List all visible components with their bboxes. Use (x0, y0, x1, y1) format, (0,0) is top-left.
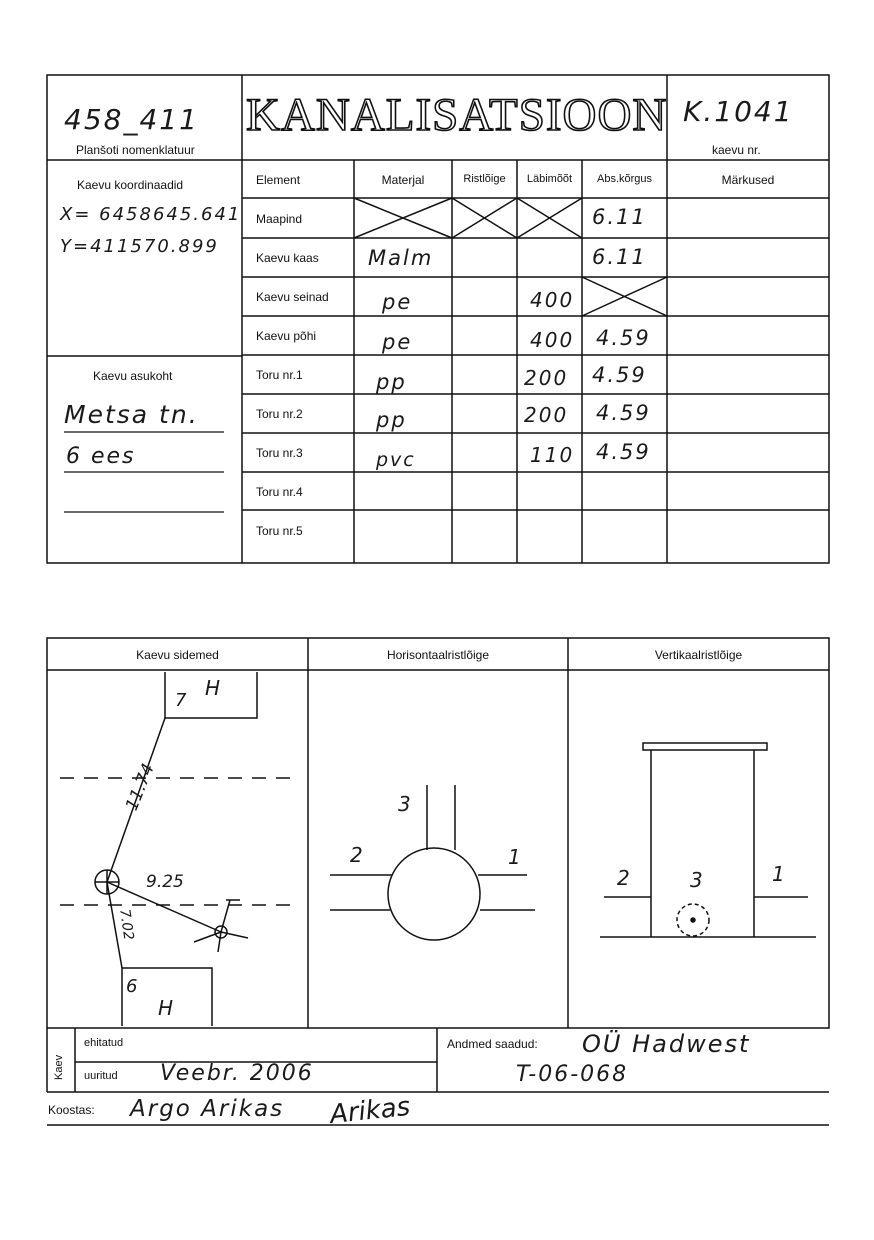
row-element: Maapind (256, 212, 303, 226)
location-label: Kaevu asukoht (93, 369, 173, 383)
compiled-label: Koostas: (48, 1103, 95, 1117)
house-bottom-letter: H (158, 996, 176, 1020)
house-top-number: 7 (175, 690, 189, 711)
row-diameter: 110 (530, 443, 575, 467)
row-diameter: 200 (524, 403, 569, 427)
location-line-2: 6 ees (66, 444, 136, 469)
surveyed-value: Veebr. 2006 (160, 1061, 314, 1086)
data-received-label: Andmed saadud: (447, 1037, 538, 1051)
house-bottom-number: 6 (126, 976, 140, 997)
row-diameter: 400 (530, 328, 575, 352)
surveyed-label: uuritud (84, 1070, 118, 1082)
built-label: ehitatud (84, 1037, 124, 1049)
row-element: Kaevu kaas (256, 251, 319, 265)
row-elevation: 4.59 (596, 440, 651, 464)
page-title: KANALISATSIOON (246, 89, 668, 141)
row-element: Toru nr.3 (256, 446, 303, 460)
links-diagram-label: Kaevu sidemed (136, 648, 219, 662)
hsection-pipe-2: 2 (350, 843, 365, 867)
horizontal-section-label: Horisontaalristlõige (386, 648, 490, 662)
row-elevation: 4.59 (592, 363, 647, 387)
row-element: Toru nr.4 (256, 485, 303, 499)
vsection-pipe-2: 2 (617, 866, 632, 890)
row-material: pp (376, 408, 407, 432)
col-header-cross-section: Ristlõige (463, 173, 506, 185)
coordinate-x: X= 6458645.641 (60, 204, 242, 225)
col-header-element: Element (256, 173, 301, 187)
col-header-notes: Märkused (721, 173, 775, 187)
row-element: Toru nr.1 (256, 368, 303, 382)
location-line-1: Metsa tn. (64, 400, 199, 429)
sheet-label: Planšoti nomenklatuur (76, 143, 195, 157)
coordinates-label: Kaevu koordinaadid (77, 178, 184, 192)
row-elevation: 6.11 (592, 205, 647, 229)
house-top-letter: H (205, 676, 223, 700)
col-header-material: Materjal (381, 173, 425, 187)
row-elevation: 4.59 (596, 401, 651, 425)
vsection-pipe-1: 1 (772, 862, 787, 886)
row-material: pp (376, 370, 407, 394)
sheet-number: 458_411 (64, 103, 199, 136)
row-elevation: 6.11 (592, 245, 647, 269)
well-number-label: kaevu nr. (712, 143, 761, 157)
row-element: Toru nr.5 (256, 524, 303, 538)
compiled-value: Argo Arikas (130, 1096, 285, 1122)
col-header-elevation: Abs.kõrgus (596, 173, 653, 185)
row-element: Kaevu põhi (256, 329, 317, 343)
hsection-pipe-1: 1 (508, 845, 523, 869)
row-material: Malm (368, 246, 434, 270)
row-diameter: 200 (524, 366, 569, 390)
row-diameter: 400 (530, 288, 575, 312)
row-material: pe (382, 330, 413, 354)
row-element: Kaevu seinad (256, 290, 329, 304)
row-elevation: 4.59 (596, 326, 651, 350)
data-received-code: T-06-068 (516, 1062, 629, 1087)
data-received-value: OÜ Hadwest (582, 1030, 751, 1058)
distance-3: 7.02 (116, 908, 137, 942)
row-material: pvc (376, 449, 416, 471)
signature: Arikas (328, 1091, 412, 1131)
col-header-diameter: Läbimõõt (526, 173, 573, 185)
distance-2: 9.25 (146, 872, 184, 892)
distance-1: 11.74 (122, 760, 159, 814)
vsection-pipe-3: 3 (690, 868, 705, 892)
row-material: pe (382, 290, 413, 314)
coordinate-y: Y=411570.899 (60, 236, 219, 257)
footer-side-label: Kaev (53, 1054, 65, 1080)
vertical-section-label: Vertikaalristlõige (654, 648, 743, 662)
row-element: Toru nr.2 (256, 407, 303, 421)
well-number: K.1041 (683, 95, 794, 128)
hsection-pipe-3: 3 (398, 792, 413, 816)
